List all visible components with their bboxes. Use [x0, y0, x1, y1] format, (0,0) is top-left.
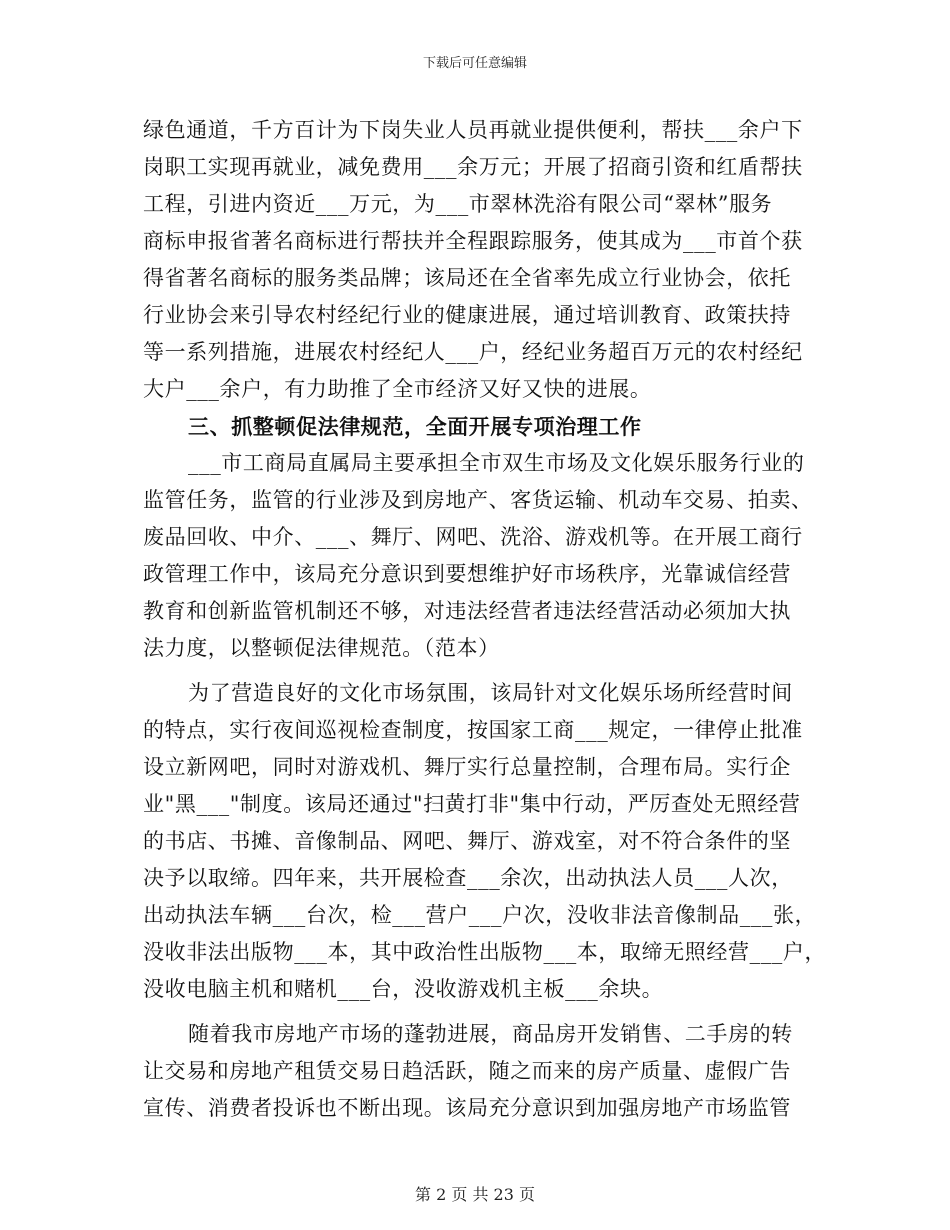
text-line: 行业协会来引导农村经纪行业的健康进展，通过培训教育、政策扶持: [143, 303, 791, 327]
text-line: ___市工商局直属局主要承担全市双生市场及文化娱乐服务行业的: [188, 451, 805, 475]
text-line: 得省著名商标的服务类品牌；该局还在全省率先成立行业协会，依托: [143, 266, 791, 290]
text-line: 等一系列措施，进展农村经纪人___户，经纪业务超百万元的农村经纪: [143, 340, 803, 364]
page-header: 下载后可任意编辑: [422, 56, 527, 71]
text-line: 商标申报省著名商标进行帮扶并全程跟踪服务，使其成为___市首个获: [143, 229, 803, 253]
text-line: 的书店、书摊、音像制品、网吧、舞厅、游戏室，对不符合条件的坚: [143, 829, 791, 853]
page-number: 第 2 页 共 23 页: [415, 1185, 535, 1204]
text-line: 让交易和房地产租赁交易日趋活跃，随之而来的房产质量、虚假广告: [143, 1059, 791, 1083]
text-line: 随着我市房地产市场的蓬勃进展，商品房开发销售、二手房的转: [188, 1022, 793, 1046]
text-line: 教育和创新监管机制还不够，对违法经营者违法经营活动必须加大执: [143, 599, 791, 623]
document-body: [143, 112, 827, 1127]
text-line: 废品回收、中介、___、舞厅、网吧、洗浴、游戏机等。在开展工商行: [143, 525, 803, 549]
section-heading: 三、抓整顿促法律规范，全面开展专项治理工作: [188, 414, 642, 439]
text-line: 政管理工作中，该局充分意识到要想维护好市场秩序，光靠诚信经营: [143, 562, 791, 586]
text-line: 没收电脑主机和赌机___台，没收游戏机主板___余块。: [143, 977, 664, 1001]
text-line: 法力度，以整顿促法律规范。（范本）: [143, 636, 500, 660]
text-line: 的特点，实行夜间巡视检查制度，按国家工商___规定，一律停止批准: [143, 718, 803, 742]
text-line: 工程，引进内资近___万元，为___市翠林洗浴有限公司“翠林”服务: [143, 192, 773, 216]
text-line: 岗职工实现再就业，减免费用___余万元；开展了招商引资和红盾帮扶: [143, 155, 803, 179]
text-line: 宣传、消费者投诉也不断出现。该局充分意识到加强房地产市场监管: [143, 1096, 791, 1120]
text-line: 监管任务，监管的行业涉及到房地产、客货运输、机动车交易、拍卖、: [143, 488, 813, 512]
text-line: 没收非法出版物___本，其中政治性出版物___本，取缔无照经营___户，: [143, 940, 827, 964]
text-line: 设立新网吧，同时对游戏机、舞厅实行总量控制，合理布局。实行企: [143, 755, 791, 779]
text-line: 绿色通道，千方百计为下岗失业人员再就业提供便利，帮扶___余户下: [143, 118, 803, 142]
text-line: 为了营造良好的文化市场氛围，该局针对文化娱乐场所经营时间: [188, 681, 793, 705]
text-line: 决予以取缔。四年来，共开展检查___余次，出动执法人员___人次，: [143, 866, 793, 890]
text-line: 大户___余户，有力助推了全市经济又好又快的进展。: [143, 377, 652, 401]
text-line: 出动执法车辆___台次，检___营户___户次，没收非法音像制品___张，: [143, 903, 817, 927]
text-line: 业"黑___"制度。该局还通过"扫黄打非"集中行动，严厉查处无照经营: [143, 792, 801, 816]
